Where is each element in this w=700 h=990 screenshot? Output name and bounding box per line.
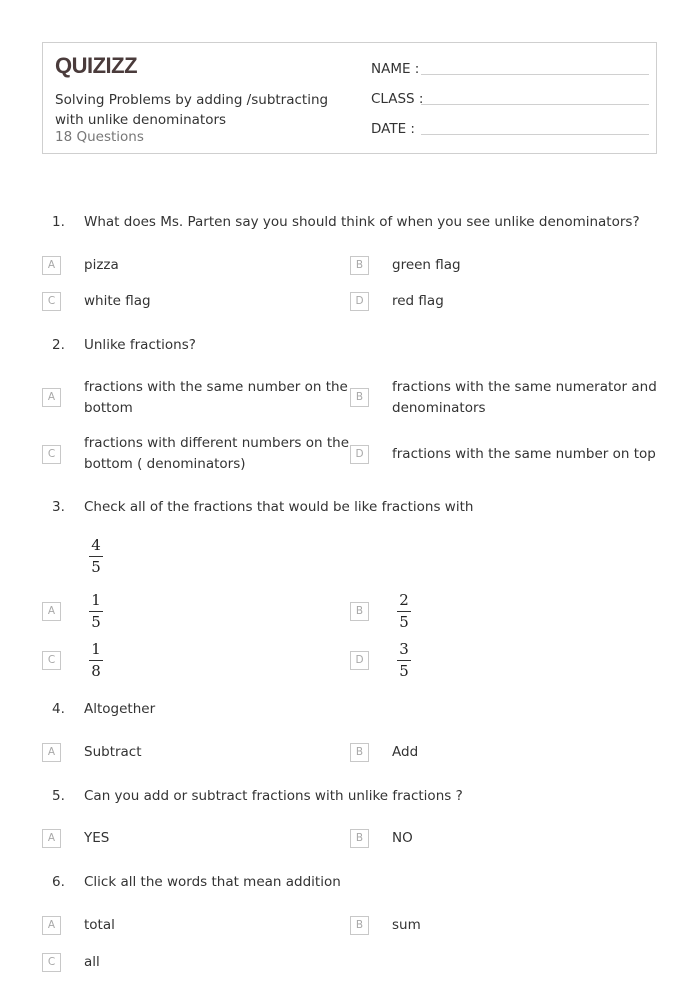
option-text: pizza — [84, 257, 119, 273]
option-letter: C — [42, 651, 61, 670]
option-letter: B — [350, 602, 369, 621]
question-fraction — [89, 537, 103, 576]
option-letter: A — [42, 829, 61, 848]
option-text: fractions with the same number on top — [392, 446, 656, 462]
fraction-denominator: 5 — [399, 662, 409, 680]
option-fraction — [397, 641, 411, 680]
option-letter: C — [42, 292, 61, 311]
date-line — [421, 134, 649, 135]
fraction-bar — [397, 611, 411, 612]
fraction-denominator: 5 — [399, 613, 409, 631]
option-text-line2: bottom — [84, 400, 133, 416]
option-fraction — [397, 592, 411, 631]
fraction-numerator: 1 — [91, 640, 101, 658]
fraction-numerator: 3 — [399, 640, 409, 658]
option-letter: A — [42, 602, 61, 621]
quizizz-logo: QUIZIZZ — [55, 53, 138, 78]
question-number: 3. — [52, 499, 65, 515]
fraction-numerator: 2 — [399, 591, 409, 609]
question-text: Unlike fractions? — [84, 337, 196, 353]
option-letter: B — [350, 256, 369, 275]
option-text: Subtract — [84, 744, 142, 760]
question-number: 6. — [52, 874, 65, 890]
option-text: all — [84, 954, 100, 970]
name-line — [421, 74, 649, 75]
option-text-line2: bottom ( denominators) — [84, 456, 246, 472]
option-letter: A — [42, 916, 61, 935]
question-number: 1. — [52, 214, 65, 230]
worksheet-title: Solving Problems by adding /subtracting with unlike denominators — [55, 92, 329, 128]
fraction-bar — [89, 556, 103, 557]
option-letter: C — [42, 953, 61, 972]
question-number: 2. — [52, 337, 65, 353]
question-number: 4. — [52, 701, 65, 717]
option-text-line1: fractions with the same numerator and — [392, 379, 657, 395]
option-text: red flag — [392, 293, 444, 309]
fraction-bar — [397, 660, 411, 661]
option-letter: A — [42, 256, 61, 275]
option-letter: B — [350, 743, 369, 762]
option-text: white flag — [84, 293, 151, 309]
fraction-numerator: 1 — [91, 591, 101, 609]
fraction-numerator: 4 — [91, 536, 101, 554]
option-text: NO — [392, 830, 413, 846]
question-text: What does Ms. Parten say you should think of when you see unlike denominators? — [84, 214, 640, 230]
option-text-line2: denominators — [392, 400, 486, 416]
fraction-bar — [89, 611, 103, 612]
date-label: DATE : — [371, 121, 415, 137]
option-text: green flag — [392, 257, 461, 273]
question-text: Check all of the fractions that would be like fractions with — [84, 499, 474, 515]
question-text: Click all the words that mean addition — [84, 874, 341, 890]
class-label: CLASS : — [371, 91, 424, 107]
name-label: NAME : — [371, 61, 420, 77]
option-letter: D — [350, 445, 369, 464]
option-letter: B — [350, 829, 369, 848]
option-fraction — [89, 641, 103, 680]
option-text: total — [84, 917, 115, 933]
class-field[interactable] — [371, 91, 649, 107]
fraction-denominator: 5 — [91, 558, 101, 576]
name-field[interactable] — [371, 61, 649, 77]
option-fraction — [89, 592, 103, 631]
question-text: Can you add or subtract fractions with unlike fractions ? — [84, 788, 463, 804]
fraction-denominator: 5 — [91, 613, 101, 631]
worksheet-header — [42, 42, 657, 154]
date-field[interactable] — [371, 121, 649, 137]
option-letter: B — [350, 388, 369, 407]
option-letter: C — [42, 445, 61, 464]
option-text: Add — [392, 744, 419, 760]
option-letter: D — [350, 651, 369, 670]
option-letter: D — [350, 292, 369, 311]
fraction-bar — [89, 660, 103, 661]
option-letter: B — [350, 916, 369, 935]
class-line — [421, 104, 649, 105]
option-letter: A — [42, 743, 61, 762]
question-text: Altogether — [84, 701, 156, 717]
option-text-line1: fractions with the same number on the — [84, 379, 348, 395]
option-letter: A — [42, 388, 61, 407]
option-text: sum — [392, 917, 421, 933]
option-text: YES — [84, 830, 110, 846]
fraction-denominator: 8 — [91, 662, 101, 680]
question-count: 18 Questions — [55, 129, 144, 145]
question-number: 5. — [52, 788, 65, 804]
option-text-line1: fractions with different numbers on the — [84, 435, 350, 451]
